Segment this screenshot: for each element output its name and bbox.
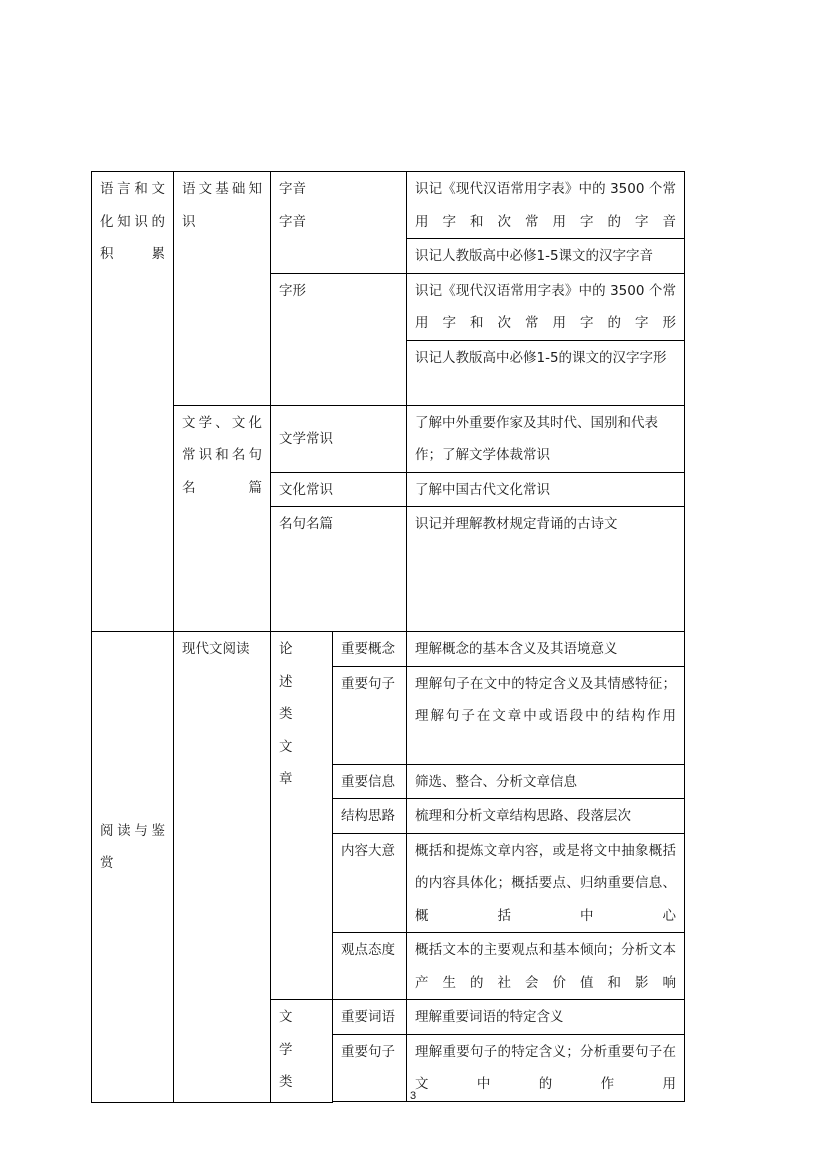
item-zi-yin-sub: 字音 [279,213,306,230]
type-literary [271,1000,333,1103]
item-zi-yin [271,172,407,274]
lit-val-1: 理解重要句子的特定含义；分析重要句子在文中的作用 [407,1034,685,1101]
val-0: 理解概念的基本含义及其语境意义 [407,632,685,667]
type-literary-label: 文学类 [279,1009,293,1090]
item-famous-quotes: 名句名篇 [271,507,407,632]
req-lit-knowledge: 了解中外重要作家及其时代、国别和代表作；了解文学体裁常识 [407,405,685,472]
req-famous-quotes: 识记并理解教材规定背诵的古诗文 [407,507,685,632]
val-5: 概括文本的主要观点和基本倾向；分析文本产生的社会价值和影响 [407,933,685,1000]
category-language: 语言和文化知识的积累 [92,172,174,632]
val-4: 概括和提炼文章内容，或是将文中抽象概括的内容具体化；概括要点、归纳重要信息、概括中心 [407,833,685,933]
val-2: 筛选、整合、分析文章信息 [407,764,685,799]
val-3: 梳理和分析文章结构思路、段落层次 [407,799,685,834]
page-number: 3 [409,1090,417,1102]
lit-key-0: 重要词语 [333,1000,407,1035]
item-zi-xing: 字形 [271,273,407,405]
key-3: 结构思路 [333,799,407,834]
sub-modern-reading: 现代文阅读 [174,632,271,1103]
val-1: 理解句子在文中的特定含义及其情感特征；理解句子在文章中或语段中的结构作用 [407,666,685,764]
item-lit-knowledge: 文学常识 [271,405,407,472]
item-culture-knowledge: 文化常识 [271,472,407,507]
type-argument-label: 论述类文章 [279,641,293,787]
sub-basic-knowledge: 语文基础知识 [174,172,271,406]
category-reading-label: 阅读与鉴赏 [100,822,165,872]
req-zi-xing-1: 识记《现代汉语常用字表》中的 3500 个常用字和次常用字的字形 [407,273,685,340]
lit-key-1: 重要句子 [333,1034,407,1101]
lit-val-0: 理解重要词语的特定含义 [407,1000,685,1035]
key-4: 内容大意 [333,833,407,933]
req-zi-yin-1: 识记《现代汉语常用字表》中的 3500 个常用字和次常用字的字音 [407,172,685,239]
item-zi-yin-label: 字音 [279,181,306,197]
sub-culture: 文学、文化常识和名句名篇 [174,405,271,632]
key-2: 重要信息 [333,764,407,799]
type-argument [271,632,333,1000]
key-5: 观点态度 [333,933,407,1000]
key-1: 重要句子 [333,666,407,764]
category-reading [92,632,174,1103]
key-0: 重要概念 [333,632,407,667]
req-zi-xing-2: 识记人教版高中必修1-5的课文的汉字字形 [407,340,685,405]
req-culture-knowledge: 了解中国古代文化常识 [407,472,685,507]
req-zi-yin-2: 识记人教版高中必修1-5课文的汉字字音 [407,239,685,274]
curriculum-table [91,171,685,1103]
